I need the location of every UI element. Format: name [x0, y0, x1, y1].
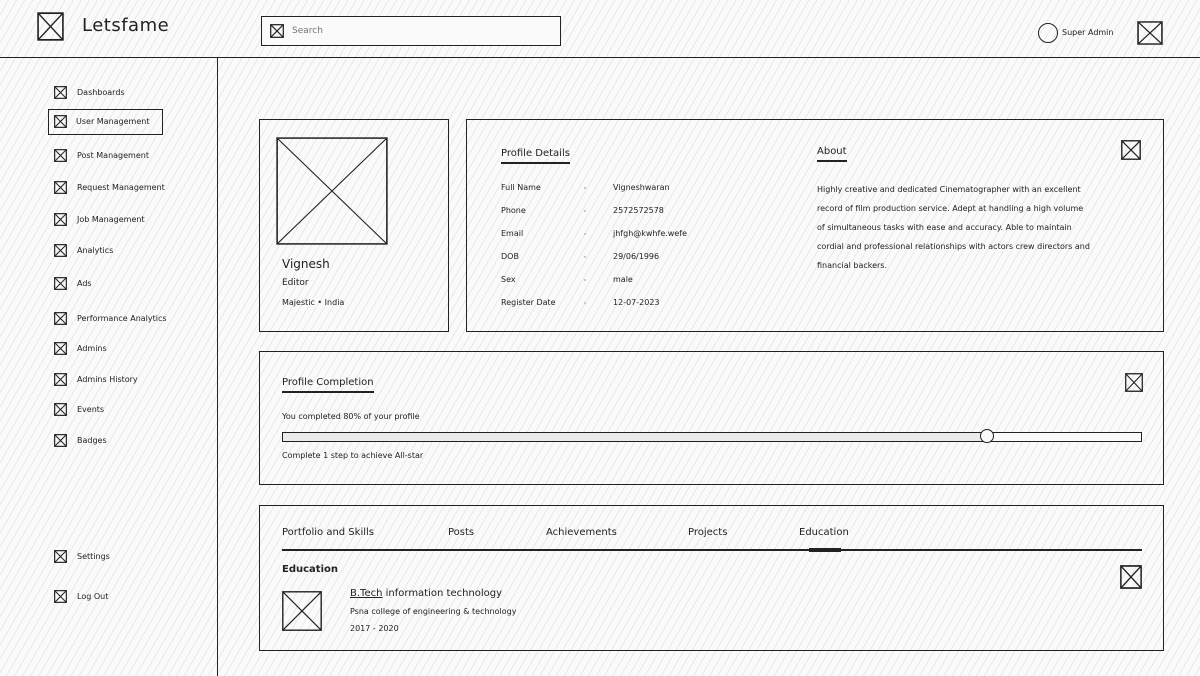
field-label: Sex [501, 275, 516, 284]
sidebar-item-ads[interactable] [48, 271, 163, 297]
sidebar-item-admins-history[interactable] [48, 367, 163, 393]
sidebar [0, 58, 218, 676]
sidebar-item-dashboards[interactable] [48, 80, 163, 106]
sidebar-item-label: Log Out [77, 592, 109, 601]
tab-posts[interactable]: Posts [448, 527, 475, 538]
edit-education-icon[interactable] [1120, 565, 1142, 589]
sidebar-item-label: Post Management [77, 151, 149, 160]
field-value: male [613, 275, 633, 284]
settings-icon [54, 550, 67, 563]
sidebar-item-settings[interactable] [48, 544, 163, 570]
field-value: jhfgh@kwhfe.wefe [613, 229, 687, 238]
tab-portfolio-and-skills[interactable]: Portfolio and Skills [282, 527, 374, 538]
sidebar-item-badges[interactable] [48, 428, 163, 454]
user-name[interactable]: Super Admin [1062, 28, 1114, 37]
sidebar-item-request-management[interactable] [48, 175, 163, 201]
education-section-title: Education [282, 564, 338, 575]
profile-photo-placeholder-icon[interactable] [276, 137, 388, 245]
avatar[interactable] [1038, 23, 1058, 43]
sidebar-item-label: Events [77, 405, 105, 414]
sidebar-item-analytics[interactable] [48, 238, 163, 264]
sidebar-item-label: Settings [77, 552, 110, 561]
sidebar-item-post-management[interactable] [48, 143, 163, 169]
sidebar-item-job-management[interactable] [48, 207, 163, 233]
profile-completion-card [259, 351, 1164, 485]
job-management-icon [54, 213, 67, 226]
about-title: About [817, 146, 847, 160]
sidebar-item-performance-analytics[interactable] [48, 306, 167, 332]
progress-knob[interactable] [980, 429, 994, 443]
tabs-divider [282, 549, 1142, 551]
field-separator [584, 187, 586, 189]
institution-logo-icon [282, 591, 322, 631]
sidebar-item-user-management[interactable] [48, 109, 163, 135]
sidebar-item-label: Ads [77, 279, 92, 288]
header-menu-icon[interactable] [1137, 21, 1163, 45]
completion-status-text: You completed 80% of your profile [282, 412, 420, 421]
profile-role: Editor [282, 278, 309, 288]
sidebar-item-label: Request Management [77, 183, 165, 192]
tab-achievements[interactable]: Achievements [546, 527, 617, 538]
sidebar-item-label: Badges [77, 436, 107, 445]
admins-icon [54, 342, 67, 355]
sidebar-item-log-out[interactable] [48, 584, 163, 610]
sidebar-item-label: Job Management [77, 215, 145, 224]
brand-name: Letsfame [82, 15, 170, 36]
sidebar-item-label: Admins [77, 344, 107, 353]
field-label: DOB [501, 252, 519, 261]
profile-details-card [466, 119, 1164, 332]
edit-completion-icon[interactable] [1125, 373, 1143, 392]
sidebar-item-events[interactable] [48, 397, 163, 423]
field-label: Phone [501, 206, 526, 215]
ads-icon [54, 277, 67, 290]
search-input[interactable] [292, 22, 552, 40]
field-value: 29/06/1996 [613, 252, 660, 261]
performance-analytics-icon [54, 312, 67, 325]
sidebar-item-label: Admins History [77, 375, 138, 384]
analytics-icon [54, 244, 67, 257]
field-separator [584, 256, 586, 258]
sidebar-item-label: Analytics [77, 246, 114, 255]
search-bar[interactable] [261, 16, 561, 46]
degree-field: information technology [385, 588, 503, 599]
sidebar-item-label: User Management [76, 117, 150, 126]
user-management-icon [54, 115, 67, 128]
events-icon [54, 403, 67, 416]
profile-name: Vignesh [282, 257, 330, 271]
top-header [0, 0, 1200, 58]
field-label: Email [501, 229, 524, 238]
field-separator [584, 302, 586, 304]
tab-projects[interactable]: Projects [688, 527, 728, 538]
search-icon [270, 24, 284, 38]
profile-details-title: Profile Details [501, 148, 570, 162]
profile-location: Majestic • India [282, 298, 345, 307]
field-value: Vigneshwaran [613, 183, 670, 192]
field-label: Register Date [501, 298, 556, 307]
badges-icon [54, 434, 67, 447]
field-separator [584, 233, 586, 235]
dashboards-icon [54, 86, 67, 99]
logo-icon[interactable] [37, 12, 64, 41]
degree-abbr-link[interactable]: B.Tech [350, 588, 383, 599]
sidebar-item-label: Performance Analytics [77, 314, 167, 323]
sidebar-item-label: Dashboards [77, 88, 125, 97]
log-out-icon [54, 590, 67, 603]
field-value: 12-07-2023 [613, 298, 660, 307]
field-value: 2572572578 [613, 206, 664, 215]
about-text: Highly creative and dedicated Cinematographer with an excellent record of film production service. Adept at handling a high volume of simultaneous tasks with ease and accuracy. Able to maintain cordial and professional relationships with actors crew directors and financial backers. [817, 185, 1090, 270]
active-tab-indicator [809, 548, 841, 552]
admins-history-icon [54, 373, 67, 386]
progress-fill [283, 433, 987, 441]
field-separator [584, 279, 586, 281]
request-management-icon [54, 181, 67, 194]
sidebar-item-admins[interactable] [48, 336, 163, 362]
education-institution: Psna college of engineering & technology [350, 607, 517, 616]
tabs-card [259, 505, 1164, 651]
completion-hint-text: Complete 1 step to achieve All-star [282, 451, 424, 460]
tab-education[interactable]: Education [799, 527, 849, 538]
education-years: 2017 - 2020 [350, 624, 399, 633]
education-degree [350, 588, 502, 599]
profile-completion-title: Profile Completion [282, 377, 374, 391]
edit-details-icon[interactable] [1121, 140, 1141, 160]
field-label: Full Name [501, 183, 541, 192]
profile-card [259, 119, 449, 332]
field-separator [584, 210, 586, 212]
post-management-icon [54, 149, 67, 162]
progress-track[interactable] [282, 432, 1142, 442]
